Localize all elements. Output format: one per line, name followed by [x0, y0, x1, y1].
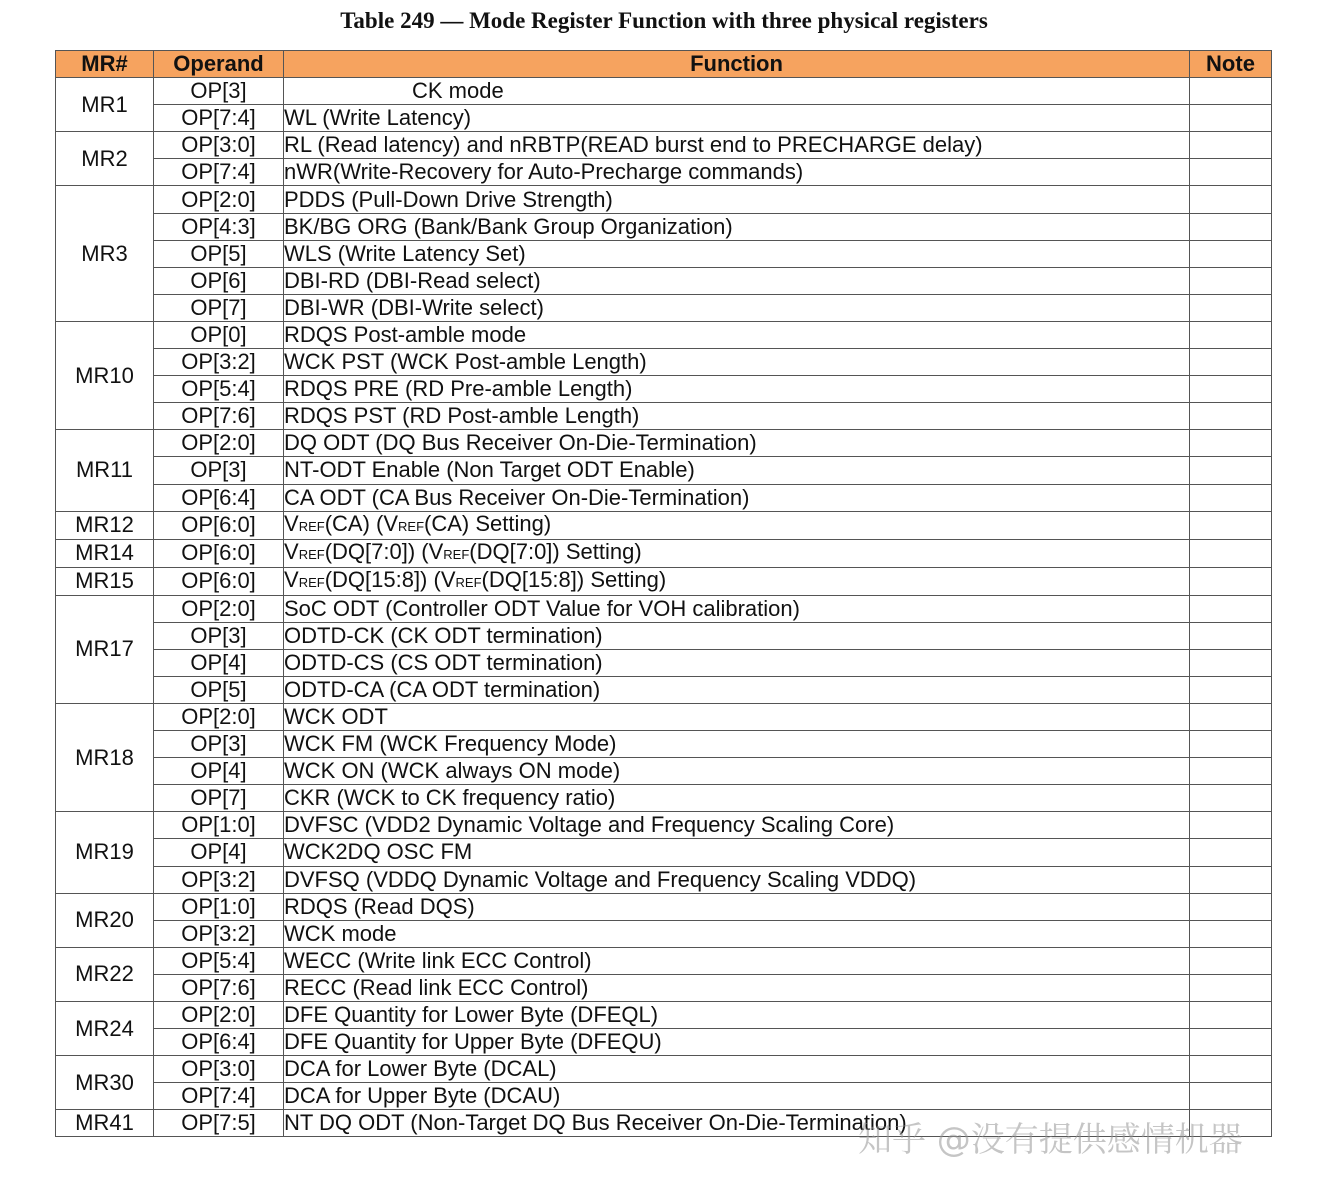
table-row	[56, 703, 1272, 730]
operand-cell: OP[3:2]	[154, 349, 284, 376]
mr-number-cell: MR2	[56, 132, 154, 186]
table-row	[56, 484, 1272, 511]
operand-cell: OP[4]	[154, 649, 284, 676]
note-cell	[1190, 731, 1272, 758]
operand-cell: OP[7:4]	[154, 1083, 284, 1110]
function-cell	[284, 567, 1190, 595]
function-cell: RECC (Read link ECC Control)	[284, 974, 1190, 1001]
operand-cell: OP[1:0]	[154, 812, 284, 839]
header-note: Note	[1190, 51, 1272, 78]
table-row	[56, 267, 1272, 294]
operand-cell: OP[3]	[154, 457, 284, 484]
table-row	[56, 974, 1272, 1001]
note-cell	[1190, 321, 1272, 348]
mr-number-cell: MR41	[56, 1110, 154, 1137]
table-row	[56, 1056, 1272, 1083]
note-cell	[1190, 267, 1272, 294]
function-cell: BK/BG ORG (Bank/Bank Group Organization)	[284, 213, 1190, 240]
mr-number-cell: MR18	[56, 703, 154, 811]
note-cell	[1190, 947, 1272, 974]
function-cell: WCK PST (WCK Post-amble Length)	[284, 349, 1190, 376]
table-row	[56, 866, 1272, 893]
operand-cell: OP[3]	[154, 78, 284, 105]
function-cell	[284, 539, 1190, 567]
note-cell	[1190, 785, 1272, 812]
note-cell	[1190, 595, 1272, 622]
note-cell	[1190, 676, 1272, 703]
table-row	[56, 839, 1272, 866]
operand-cell: OP[6]	[154, 267, 284, 294]
function-cell: WCK FM (WCK Frequency Mode)	[284, 731, 1190, 758]
table-row	[56, 676, 1272, 703]
operand-cell: OP[6:4]	[154, 484, 284, 511]
table-row	[56, 159, 1272, 186]
mr-number-cell: MR15	[56, 567, 154, 595]
table-row	[56, 132, 1272, 159]
mr-number-cell: MR22	[56, 947, 154, 1001]
table-row	[56, 758, 1272, 785]
operand-cell: OP[2:0]	[154, 186, 284, 213]
table-row	[56, 567, 1272, 595]
header-function: Function	[284, 51, 1190, 78]
function-cell: nWR(Write-Recovery for Auto-Precharge commands)	[284, 159, 1190, 186]
note-cell	[1190, 132, 1272, 159]
table-row	[56, 947, 1272, 974]
operand-cell: OP[7:6]	[154, 974, 284, 1001]
table-row	[56, 812, 1272, 839]
table-title: Table 249 — Mode Register Function with three physical registers	[340, 8, 988, 33]
operand-cell: OP[6:0]	[154, 511, 284, 539]
operand-cell: OP[7:6]	[154, 403, 284, 430]
header-mr: MR#	[56, 51, 154, 78]
table-row	[56, 376, 1272, 403]
function-cell: DFE Quantity for Lower Byte (DFEQL)	[284, 1002, 1190, 1029]
note-cell	[1190, 893, 1272, 920]
header-operand: Operand	[154, 51, 284, 78]
function-text-part: V	[284, 511, 299, 536]
operand-cell: OP[1:0]	[154, 893, 284, 920]
vref-subscript: REF	[398, 518, 425, 534]
function-cell: DFE Quantity for Upper Byte (DFEQU)	[284, 1029, 1190, 1056]
table-row	[56, 78, 1272, 105]
mr-number-cell: MR3	[56, 186, 154, 321]
note-cell	[1190, 457, 1272, 484]
operand-cell: OP[7:4]	[154, 105, 284, 132]
function-cell: WCK ON (WCK always ON mode)	[284, 758, 1190, 785]
operand-cell: OP[3:2]	[154, 920, 284, 947]
table-row	[56, 1083, 1272, 1110]
function-cell: WECC (Write link ECC Control)	[284, 947, 1190, 974]
note-cell	[1190, 839, 1272, 866]
table-row	[56, 105, 1272, 132]
table-row	[56, 1002, 1272, 1029]
function-text-part: V	[440, 567, 456, 592]
function-cell: DCA for Upper Byte (DCAU)	[284, 1083, 1190, 1110]
note-cell	[1190, 240, 1272, 267]
table-row	[56, 622, 1272, 649]
note-cell	[1190, 430, 1272, 457]
operand-cell: OP[2:0]	[154, 1002, 284, 1029]
operand-cell: OP[4]	[154, 839, 284, 866]
note-cell	[1190, 159, 1272, 186]
watermark: 知乎 @没有提供感情机器	[858, 1120, 1243, 1160]
operand-cell: OP[7:4]	[154, 159, 284, 186]
operand-cell: OP[3:0]	[154, 132, 284, 159]
mr-number-cell: MR24	[56, 1002, 154, 1056]
operand-cell: OP[3:2]	[154, 866, 284, 893]
note-cell	[1190, 294, 1272, 321]
note-cell	[1190, 703, 1272, 730]
function-cell: DCA for Lower Byte (DCAL)	[284, 1056, 1190, 1083]
mode-register-table	[55, 50, 1272, 1137]
note-cell	[1190, 758, 1272, 785]
function-cell: WL (Write Latency)	[284, 105, 1190, 132]
operand-cell: OP[5:4]	[154, 376, 284, 403]
note-cell	[1190, 349, 1272, 376]
mr-number-cell: MR1	[56, 78, 154, 132]
note-cell	[1190, 866, 1272, 893]
function-cell: WCK mode	[284, 920, 1190, 947]
function-cell: ODTD-CK (CK ODT termination)	[284, 622, 1190, 649]
table-row	[56, 321, 1272, 348]
table-row	[56, 186, 1272, 213]
operand-cell: OP[0]	[154, 321, 284, 348]
table-row	[56, 920, 1272, 947]
operand-cell: OP[6:0]	[154, 567, 284, 595]
operand-cell: OP[4:3]	[154, 213, 284, 240]
operand-cell: OP[2:0]	[154, 703, 284, 730]
function-cell: SoC ODT (Controller ODT Value for VOH calibration)	[284, 595, 1190, 622]
function-text-part: (DQ[15:8]) (	[324, 567, 441, 592]
note-cell	[1190, 484, 1272, 511]
table-row	[56, 240, 1272, 267]
note-cell	[1190, 213, 1272, 240]
table-row	[56, 403, 1272, 430]
table-body	[56, 78, 1272, 1137]
note-cell	[1190, 511, 1272, 539]
function-text-part: V	[284, 567, 299, 592]
table-row	[56, 1029, 1272, 1056]
table-row	[56, 649, 1272, 676]
note-cell	[1190, 1029, 1272, 1056]
operand-cell: OP[3:0]	[154, 1056, 284, 1083]
vref-subscript: REF	[455, 574, 482, 590]
note-cell	[1190, 186, 1272, 213]
function-text-part: (DQ[7:0]) (	[324, 539, 429, 564]
function-cell: RL (Read latency) and nRBTP(READ burst end to PRECHARGE delay)	[284, 132, 1190, 159]
function-cell	[284, 511, 1190, 539]
operand-cell: OP[3]	[154, 731, 284, 758]
function-cell: RDQS PST (RD Post-amble Length)	[284, 403, 1190, 430]
operand-cell: OP[7:5]	[154, 1110, 284, 1137]
function-cell: ODTD-CA (CA ODT termination)	[284, 676, 1190, 703]
note-cell	[1190, 622, 1272, 649]
function-text-part: V	[428, 539, 444, 564]
table-row	[56, 893, 1272, 920]
note-cell	[1190, 649, 1272, 676]
operand-cell: OP[5]	[154, 676, 284, 703]
function-cell: WLS (Write Latency Set)	[284, 240, 1190, 267]
table-row	[56, 457, 1272, 484]
note-cell	[1190, 105, 1272, 132]
note-cell	[1190, 376, 1272, 403]
note-cell	[1190, 812, 1272, 839]
vref-subscript: REF	[298, 574, 325, 590]
table-row	[56, 294, 1272, 321]
function-cell: CKR (WCK to CK frequency ratio)	[284, 785, 1190, 812]
note-cell	[1190, 78, 1272, 105]
mr-number-cell: MR19	[56, 812, 154, 893]
table-row	[56, 785, 1272, 812]
operand-cell: OP[7]	[154, 294, 284, 321]
note-cell	[1190, 974, 1272, 1001]
function-cell: RDQS PRE (RD Pre-amble Length)	[284, 376, 1190, 403]
note-cell	[1190, 403, 1272, 430]
table-row	[56, 430, 1272, 457]
function-cell: DVFSC (VDD2 Dynamic Voltage and Frequency Scaling Core)	[284, 812, 1190, 839]
operand-cell: OP[6:0]	[154, 539, 284, 567]
note-cell	[1190, 567, 1272, 595]
operand-cell: OP[2:0]	[154, 595, 284, 622]
operand-cell: OP[2:0]	[154, 430, 284, 457]
note-cell	[1190, 1056, 1272, 1083]
operand-cell: OP[6:4]	[154, 1029, 284, 1056]
mr-number-cell: MR14	[56, 539, 154, 567]
function-cell: WCK2DQ OSC FM	[284, 839, 1190, 866]
operand-cell: OP[7]	[154, 785, 284, 812]
function-cell: RDQS Post-amble mode	[284, 321, 1190, 348]
function-text-part: V	[284, 539, 299, 564]
function-cell: DBI-RD (DBI-Read select)	[284, 267, 1190, 294]
function-cell: CK mode	[284, 78, 1190, 105]
header-row	[56, 51, 1272, 78]
function-cell: DVFSQ (VDDQ Dynamic Voltage and Frequency Scaling VDDQ)	[284, 866, 1190, 893]
operand-cell: OP[5]	[154, 240, 284, 267]
function-text-part: (DQ[7:0]) Setting)	[469, 539, 642, 564]
mr-number-cell: MR20	[56, 893, 154, 947]
function-cell: CA ODT (CA Bus Receiver On-Die-Termination)	[284, 484, 1190, 511]
vref-subscript: REF	[443, 546, 470, 562]
operand-cell: OP[4]	[154, 758, 284, 785]
mr-number-cell: MR10	[56, 321, 154, 429]
function-text-part: (DQ[15:8]) Setting)	[481, 567, 667, 592]
table-row	[56, 349, 1272, 376]
mr-number-cell: MR11	[56, 430, 154, 511]
function-cell: PDDS (Pull-Down Drive Strength)	[284, 186, 1190, 213]
table-row	[56, 213, 1272, 240]
function-cell: ODTD-CS (CS ODT termination)	[284, 649, 1190, 676]
operand-cell: OP[5:4]	[154, 947, 284, 974]
vref-subscript: REF	[298, 518, 325, 534]
operand-cell: OP[3]	[154, 622, 284, 649]
note-cell	[1190, 920, 1272, 947]
function-text-part: (CA) (	[324, 511, 384, 536]
mr-number-cell: MR12	[56, 511, 154, 539]
note-cell	[1190, 1083, 1272, 1110]
function-cell: DBI-WR (DBI-Write select)	[284, 294, 1190, 321]
function-text-part: V	[383, 511, 399, 536]
function-text-part: (CA) Setting)	[424, 511, 552, 536]
table-row	[56, 731, 1272, 758]
function-cell: WCK ODT	[284, 703, 1190, 730]
function-cell: RDQS (Read DQS)	[284, 893, 1190, 920]
function-cell: NT-ODT Enable (Non Target ODT Enable)	[284, 457, 1190, 484]
table-row	[56, 511, 1272, 539]
table-row	[56, 595, 1272, 622]
mr-number-cell: MR17	[56, 595, 154, 703]
function-cell: NT DQ ODT (Non-Target DQ Bus Receiver On-Die-Termination)	[284, 1110, 1190, 1137]
table-row	[56, 539, 1272, 567]
mr-number-cell: MR30	[56, 1056, 154, 1110]
note-cell	[1190, 1002, 1272, 1029]
function-cell: DQ ODT (DQ Bus Receiver On-Die-Termination)	[284, 430, 1190, 457]
note-cell	[1190, 539, 1272, 567]
vref-subscript: REF	[298, 546, 325, 562]
